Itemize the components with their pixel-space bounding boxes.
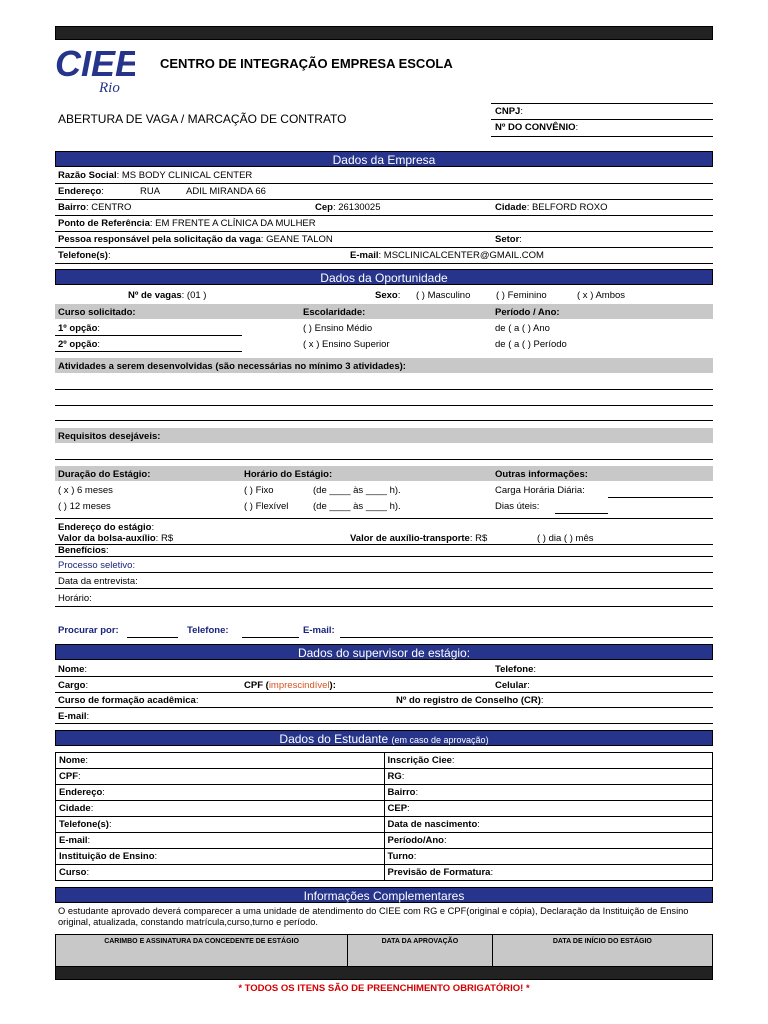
numero-vagas: Nº de vagas: (01 ): [128, 290, 207, 301]
cep: Cep: 26130025: [315, 202, 381, 213]
top-bar: [55, 26, 713, 40]
endereco-value: ADIL MIRANDA 66: [186, 186, 266, 197]
outras-info-label: Outras informações:: [495, 469, 588, 480]
footer-note: * TODOS OS ITENS SÃO DE PREENCHIMENTO OBRIGATÓRIO! *: [238, 983, 530, 994]
bottom-bar: [55, 966, 713, 980]
logo-text: CIEE: [55, 43, 135, 84]
ensino-medio[interactable]: ( ) Ensino Médio: [303, 323, 373, 334]
razao-social: Razão Social: MS BODY CLINICAL CENTER: [58, 170, 253, 181]
data-entrevista: Data da entrevista:: [58, 576, 138, 587]
logo-sub: Rio: [99, 80, 120, 94]
periodo-ano: de ( a ( ) Ano: [495, 323, 550, 334]
convenio-label: Nº DO CONVÊNIO:: [495, 122, 579, 133]
supervisor-nome: Nome:: [58, 664, 88, 675]
estudante-field[interactable]: Turno:: [384, 849, 713, 865]
table-row: [56, 785, 713, 801]
periodo-periodo: de ( a ( ) Período: [495, 339, 567, 350]
estudante-field[interactable]: Endereço:: [56, 785, 385, 801]
data-aprovacao-cell[interactable]: DATA DA APROVAÇÃO: [348, 935, 493, 966]
table-row: [56, 833, 713, 849]
ponto-referencia: Ponto de Referência: EM FRENTE A CLÍNICA DA MULHER: [58, 218, 316, 229]
opcao-2: 2º opção:: [58, 339, 101, 350]
procurar-por-label: Procurar por:: [58, 625, 119, 636]
horario-fixo-range: (de ____ às ____ h).: [313, 485, 401, 496]
supervisor-registro: Nº do registro de Conselho (CR):: [396, 695, 544, 706]
supervisor-cpf: CPF (imprescindível):: [244, 680, 336, 691]
carimbo-cell[interactable]: CARIMBO E ASSINATURA DA CONCEDENTE DE ESTÁGIO: [56, 935, 348, 966]
signature-row: [55, 934, 713, 967]
duracao-6-meses[interactable]: ( x ) 6 meses: [58, 485, 113, 496]
section-estudante-title: Dados do Estudante (em caso de aprovação): [55, 730, 713, 746]
estudante-field[interactable]: Telefone(s):: [56, 817, 385, 833]
email: E-mail: MSCLINICALCENTER@GMAIL.COM: [350, 250, 544, 261]
cnpj-label: CNPJ:: [495, 106, 523, 117]
sexo-ambos[interactable]: ( x ) Ambos: [577, 290, 626, 301]
procurar-email-label: E-mail:: [303, 625, 335, 636]
sexo-feminino[interactable]: ( ) Feminino: [496, 290, 547, 301]
curso-solicitado-label: Curso solicitado:: [58, 307, 136, 318]
carga-horaria-label: Carga Horária Diária:: [495, 485, 585, 496]
periodo-label: Período / Ano:: [495, 307, 560, 318]
estudante-field[interactable]: Instituição de Ensino:: [56, 849, 385, 865]
opcao-1: 1º opção:: [58, 323, 101, 334]
section-complementares-title: Informações Complementares: [55, 887, 713, 903]
endereco-estagio: Endereço do estágio:: [58, 522, 155, 533]
supervisor-telefone: Telefone:: [495, 664, 536, 675]
section-empresa-title: Dados da Empresa: [55, 151, 713, 167]
cidade: Cidade: BELFORD ROXO: [495, 202, 608, 213]
telefone: Telefone(s):: [58, 250, 111, 261]
estudante-field[interactable]: RG:: [384, 769, 713, 785]
transporte-unidade[interactable]: ( ) dia ( ) mês: [537, 533, 594, 544]
supervisor-celular: Celular:: [495, 680, 530, 691]
supervisor-curso: Curso de formação acadêmica:: [58, 695, 199, 706]
horario-fixo[interactable]: ( ) Fixo: [244, 485, 274, 496]
org-name: CENTRO DE INTEGRAÇÃO EMPRESA ESCOLA: [160, 56, 453, 71]
dias-uteis-label: Dias úteis:: [495, 501, 540, 512]
estudante-field[interactable]: Inscrição Ciee:: [384, 753, 713, 769]
section-oportunidade-title: Dados da Oportunidade: [55, 269, 713, 285]
bairro: Bairro: CENTRO: [58, 202, 132, 213]
sexo-label: Sexo:: [375, 290, 401, 301]
estudante-field[interactable]: Data de nascimento:: [384, 817, 713, 833]
table-row: [56, 801, 713, 817]
table-row: [56, 769, 713, 785]
setor: Setor:: [495, 234, 522, 245]
horario-entrevista: Horário:: [58, 593, 92, 604]
supervisor-cargo: Cargo:: [58, 680, 89, 691]
responsavel: Pessoa responsável pela solicitação da vaga: GEANE TALON: [58, 234, 333, 245]
auxilio-transporte: Valor de auxílio-transporte: R$: [350, 533, 488, 544]
duracao-label: Duração do Estágio:: [58, 469, 151, 480]
atividades-label: Atividades a serem desenvolvidas (são necessárias no mínimo 3 atividades):: [58, 361, 406, 372]
ciee-logo: [55, 42, 135, 94]
sexo-masculino[interactable]: ( ) Masculino: [416, 290, 471, 301]
horario-label: Horário do Estágio:: [244, 469, 333, 480]
estudante-field[interactable]: Nome:: [56, 753, 385, 769]
table-row: [56, 817, 713, 833]
table-row: [56, 753, 713, 769]
table-row: [56, 865, 713, 881]
estudante-field[interactable]: Curso:: [56, 865, 385, 881]
endereco-tipo: RUA: [140, 186, 161, 197]
estudante-field[interactable]: Cidade:: [56, 801, 385, 817]
complementares-text: O estudante aprovado deverá comparecer a uma unidade de atendimento do CIEE com RG e CPF(original e cópia), Declaração da Instituição de Ensino original, atualizada, constando matrícula,curso,turno e período.: [58, 906, 689, 927]
estudante-field[interactable]: CPF:: [56, 769, 385, 785]
estudante-field[interactable]: CEP:: [384, 801, 713, 817]
duracao-12-meses[interactable]: ( ) 12 meses: [58, 501, 111, 512]
form-title: ABERTURA DE VAGA / MARCAÇÃO DE CONTRATO: [58, 112, 347, 126]
escolaridade-label: Escolaridade:: [303, 307, 366, 318]
processo-seletivo-label: Processo seletivo:: [58, 560, 136, 571]
bolsa-auxilio: Valor da bolsa-auxílio: R$: [58, 533, 174, 544]
estudante-field[interactable]: E-mail:: [56, 833, 385, 849]
section-supervisor-title: Dados do supervisor de estágio:: [55, 644, 713, 660]
estudante-field[interactable]: Bairro:: [384, 785, 713, 801]
ensino-superior[interactable]: ( x ) Ensino Superior: [303, 339, 390, 350]
estudante-field[interactable]: Previsão de Formatura:: [384, 865, 713, 881]
horario-flex-range: (de ____ às ____ h).: [313, 501, 401, 512]
data-inicio-cell[interactable]: DATA DE INÍCIO DO ESTÁGIO: [552, 938, 652, 945]
estudante-table: [55, 752, 713, 881]
beneficios: Benefícios:: [58, 545, 109, 556]
endereco: Endereço:: [58, 186, 104, 197]
table-row: [56, 849, 713, 865]
procurar-telefone-label: Telefone:: [187, 625, 229, 636]
estudante-field[interactable]: Período/Ano:: [384, 833, 713, 849]
requisitos-label: Requisitos desejáveis:: [58, 431, 161, 442]
horario-flexivel[interactable]: ( ) Flexível: [244, 501, 289, 512]
supervisor-email: E-mail:: [58, 711, 90, 722]
